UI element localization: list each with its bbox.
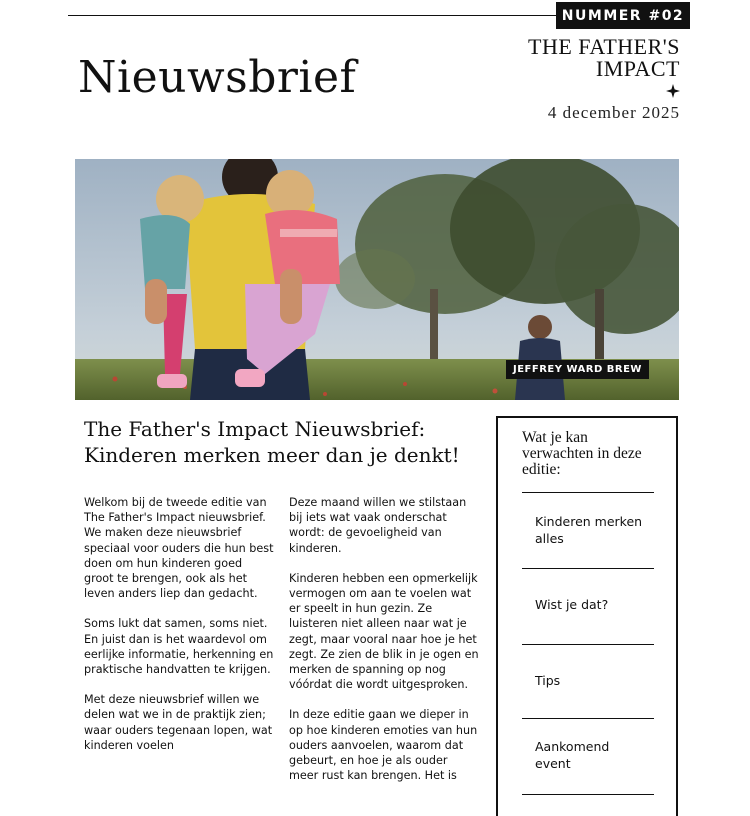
toc-sidebar [496, 416, 678, 816]
sidebar-title: Wat je kan verwachten in deze editie: [522, 429, 642, 478]
brand-name [460, 36, 680, 80]
toc-item-label: Tips [535, 673, 561, 688]
paragraph: Kinderen hebben een opmerkelijk vermogen om aan te voelen wat er speelt in hun gezin. Ze luisteren niet alleen naar wat je zegt, maar vooral naar hoe je het zegt. Ze zien de blik in je ogen en merken de spanning op nog vóórdat die wordt uitgesproken. [289, 571, 479, 692]
brand-line-1: THE FATHER'S [528, 34, 680, 59]
toc-item-label: Wist je dat? [535, 597, 609, 612]
header-rule [68, 15, 558, 16]
toc-item-tips[interactable] [522, 644, 654, 719]
toc-item-label: Aankomend event [535, 739, 610, 771]
toc-item-kinderen-merken-alles[interactable] [522, 492, 654, 569]
issue-date: 4 december 2025 [547, 103, 680, 122]
paragraph: Deze maand willen we stilstaan bij iets wat vaak onderschat wordt: de gevoeligheid van kinderen. [289, 496, 467, 555]
toc-item-aankomend-event[interactable] [522, 718, 654, 795]
toc-item-label: Kinderen merken alles [535, 514, 643, 546]
toc-divider [522, 794, 654, 796]
paragraph: In deze editie gaan we dieper in op hoe kinderen emoties van hun ouders aanvoelen, waarom dat gebeurt, en hoe je als ouder meer rust kan brengen. Het is [289, 708, 478, 783]
toc-item-wist-je-dat[interactable] [522, 568, 654, 645]
paragraph: Soms lukt dat samen, soms niet. En juist dan is het waardevol om eerlijke informatie, herkenning en praktische handvatten te krijgen. [84, 617, 274, 677]
sparkle-icon [666, 84, 680, 98]
article-column-1 [84, 495, 274, 768]
paragraph: Met deze nieuwsbrief willen we delen wat we in de praktijk zien; waar ouders tegenaan lopen, wat kinderen voelen [84, 693, 273, 752]
article-column-2 [289, 495, 479, 798]
paragraph: Welkom bij de tweede editie van The Father's Impact nieuwsbrief. We maken deze nieuwsbrief speciaal voor ouders die hun best doen om hun kinderen goed groot te brengen, ook als het leven anders liep dan gedacht. [84, 496, 274, 601]
masthead-title: Nieuwsbrief [78, 52, 357, 103]
brand-line-2: IMPACT [595, 56, 680, 81]
issue-number-badge: NUMMER #02 [556, 2, 690, 29]
article-headline: The Father's Impact Nieuwsbrief: Kinderen merken meer dan je denkt! [84, 417, 460, 467]
photo-credit: JEFFREY WARD BREW [506, 360, 649, 379]
